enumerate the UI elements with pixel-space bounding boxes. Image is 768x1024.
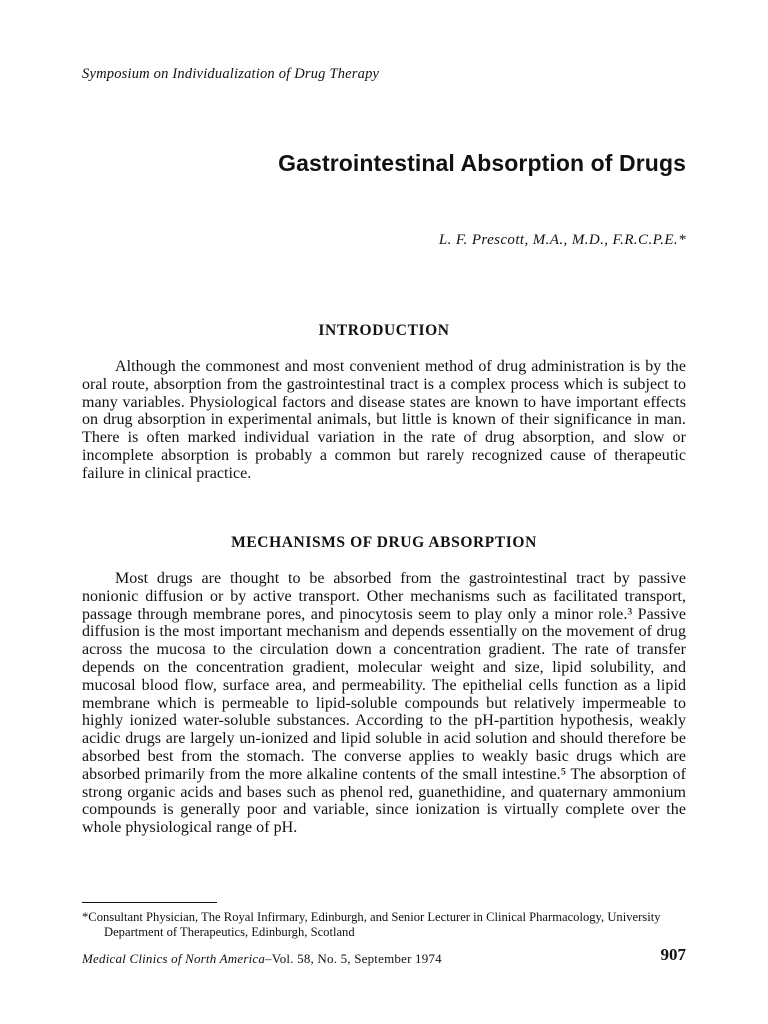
introduction-paragraph: Although the commonest and most convenient method of drug administration is by the oral route, absorption from the gastrointestinal tract is a complex process which is subject to many variables. Physiological factors and disease states are known to have important effects on drug absorption in experimental animals, but little is known of their significance in man. There is often marked individual variation in the rate of drug absorption, and slow or incomplete absorption is probably a common but rarely recognized cause of therapeutic failure in clinical practice. (82, 358, 686, 482)
mechanisms-paragraph: Most drugs are thought to be absorbed from the gastrointestinal tract by passive nonionic diffusion or by active transport. Other mechanisms such as facilitated transport, passage through membrane pores, and pinocytosis seem to play only a minor role.³ Passive diffusion is the most important mechanism and depends essentially on the movement of drug across the mucosa to the circulation down a concentration gradient. The rate of transfer depends on the concentration gradient, molecular weight and size, lipid solubility, and mucosal blood flow, surface area, and permeability. The epithelial cells function as a lipid membrane which is permeable to lipid-soluble compounds but relatively impermeable to highly ionized water-soluble substances. According to the pH-partition hypothesis, weakly acidic drugs are largely un-ionized and lipid soluble in acid solution and should therefore be absorbed best from the stomach. The converse applies to weakly basic drugs which are absorbed primarily from the more alkaline contents of the small intestine.⁵ The absorption of strong organic acids and bases such as phenol red, guanethidine, and quaternary ammonium compounds is generally poor and variable, since ionization is virtually complete over the whole physiological range of pH. (82, 570, 686, 837)
article-author: L. F. Prescott, M.A., M.D., F.R.C.P.E.* (438, 232, 686, 248)
journal-details: –Vol. 58, No. 5, September 1974 (265, 951, 442, 966)
journal-citation (82, 951, 442, 967)
footnote-divider (82, 902, 217, 903)
article-title: Gastrointestinal Absorption of Drugs (278, 150, 686, 176)
page-number: 907 (660, 945, 686, 964)
section-heading-introduction: INTRODUCTION (318, 322, 450, 339)
section-heading-mechanisms: MECHANISMS OF DRUG ABSORPTION (231, 534, 537, 551)
author-footnote: *Consultant Physician, The Royal Infirmary, Edinburgh, and Senior Lecturer in Clinical Pharmacology, University Department of Therapeutics, Edinburgh, Scotland (82, 910, 661, 939)
journal-name: Medical Clinics of North America (82, 951, 266, 966)
symposium-header: Symposium on Individualization of Drug Therapy (82, 66, 380, 82)
